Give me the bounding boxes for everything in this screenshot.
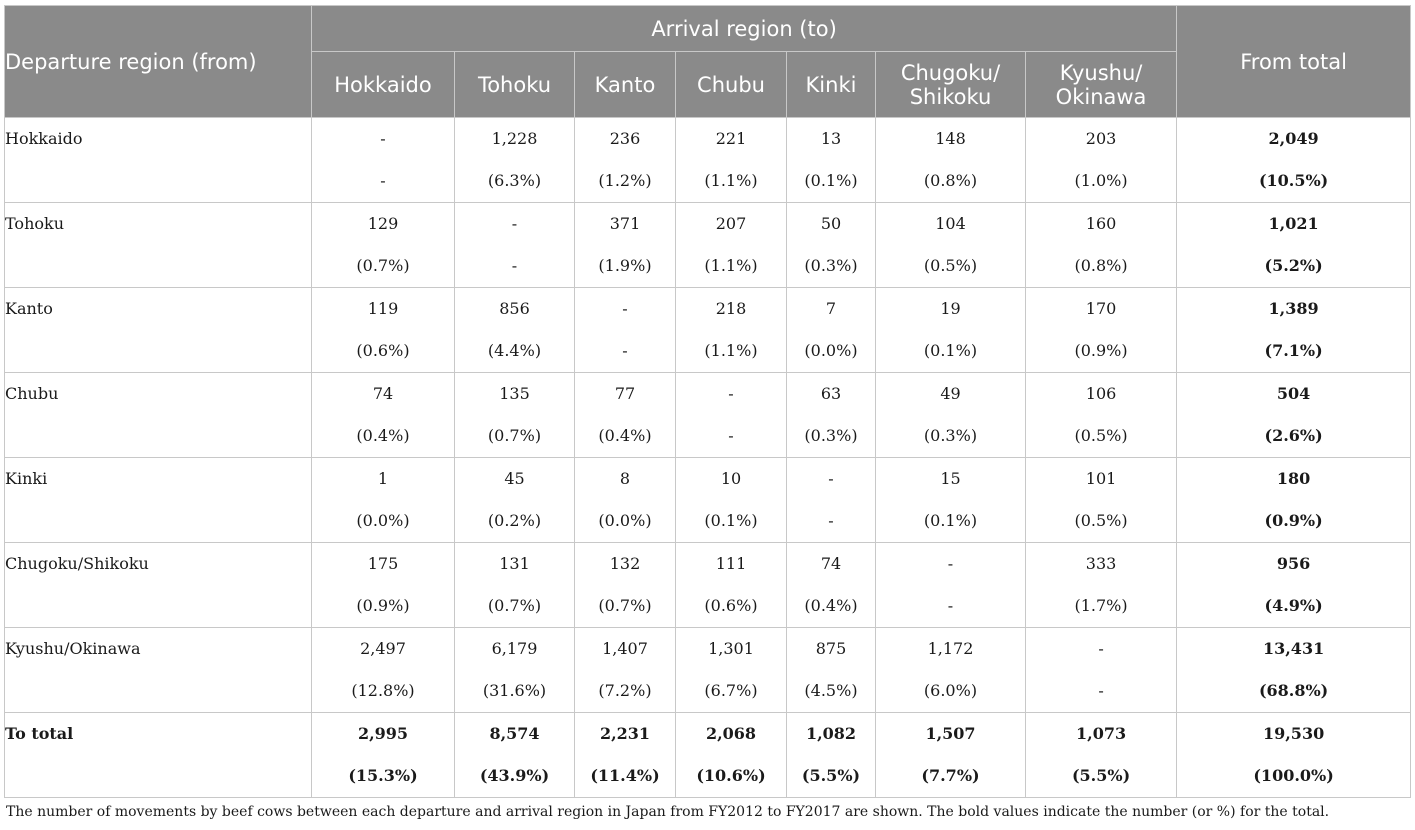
count-value: 1,172 — [927, 639, 974, 658]
percent-value: (0.8%) — [923, 171, 978, 190]
percent-value: (7.2%) — [598, 681, 652, 700]
row-label-cell — [5, 458, 312, 543]
count-value: 10 — [720, 469, 742, 488]
count-value: 218 — [715, 299, 747, 318]
percent-value: (5.5%) — [801, 766, 861, 785]
data-cell — [455, 373, 575, 458]
percent-value: (43.9%) — [479, 766, 550, 785]
data-cell — [312, 118, 455, 203]
percent-value: (4.4%) — [487, 341, 542, 360]
data-cell — [575, 288, 676, 373]
total-percent: (0.9%) — [1264, 511, 1323, 530]
column-header: Chubu — [676, 52, 787, 118]
data-cell — [787, 628, 876, 713]
data-cell — [455, 203, 575, 288]
count-value: 856 — [499, 299, 530, 318]
percent-value: (0.0%) — [804, 341, 858, 360]
percent-value: (0.4%) — [804, 596, 858, 615]
total-percent: (5.2%) — [1264, 256, 1323, 275]
data-cell — [676, 628, 787, 713]
count-value: 45 — [504, 469, 525, 488]
count-value: 1,082 — [805, 724, 857, 743]
percent-value: (4.5%) — [804, 681, 858, 700]
percent-value: (6.0%) — [923, 681, 978, 700]
column-header: Kinki — [787, 52, 876, 118]
table-container — [4, 5, 1410, 820]
count-value: 106 — [1085, 384, 1117, 403]
data-cell — [455, 118, 575, 203]
table-row — [5, 458, 1411, 543]
row-label-cell — [5, 713, 312, 798]
count-value: 2,497 — [360, 639, 406, 658]
count-value: 1,073 — [1075, 724, 1127, 743]
percent-value: - — [728, 426, 734, 445]
percent-value: (10.6%) — [696, 766, 766, 785]
data-cell — [312, 543, 455, 628]
count-value: 207 — [715, 214, 747, 233]
data-cell — [312, 628, 455, 713]
total-count: 19,530 — [1262, 724, 1325, 743]
row-label: Hokkaido — [5, 129, 83, 148]
data-cell — [455, 543, 575, 628]
percent-value: (12.8%) — [351, 681, 415, 700]
count-value: 49 — [940, 384, 961, 403]
percent-value: (0.7%) — [356, 256, 410, 275]
count-value: 74 — [820, 554, 842, 573]
percent-value: (1.0%) — [1074, 171, 1128, 190]
data-cell — [455, 628, 575, 713]
count-value: 160 — [1085, 214, 1117, 233]
row-label: Kyushu/Okinawa — [5, 639, 141, 658]
total-percent: (4.9%) — [1264, 596, 1323, 615]
row-label-cell — [5, 628, 312, 713]
row-label-cell — [5, 373, 312, 458]
data-cell — [1026, 373, 1177, 458]
data-cell — [876, 713, 1026, 798]
data-cell — [575, 458, 676, 543]
count-value: 236 — [609, 129, 641, 148]
percent-value: (5.5%) — [1071, 766, 1131, 785]
count-value: 77 — [614, 384, 636, 403]
percent-value: (7.7%) — [921, 766, 980, 785]
count-value: - — [828, 469, 834, 488]
total-count: 504 — [1276, 384, 1311, 403]
total-count: 956 — [1276, 554, 1311, 573]
count-value: 104 — [935, 214, 966, 233]
count-value: - — [1098, 639, 1104, 658]
total-count: 1,389 — [1268, 299, 1319, 318]
row-label-cell — [5, 203, 312, 288]
row-label-cell — [5, 118, 312, 203]
table-body — [5, 118, 1411, 798]
from-total-cell — [1177, 543, 1411, 628]
count-value: - — [511, 214, 518, 233]
percent-value: - — [622, 341, 628, 360]
count-value: 1,507 — [925, 724, 976, 743]
count-value: 1,407 — [602, 639, 648, 658]
data-cell — [575, 203, 676, 288]
table-row — [5, 373, 1411, 458]
count-value: 333 — [1085, 554, 1117, 573]
count-value: - — [728, 384, 734, 403]
count-value: 13 — [820, 129, 842, 148]
data-cell — [1026, 118, 1177, 203]
count-value: - — [622, 299, 628, 318]
row-label-cell — [5, 543, 312, 628]
count-value: 74 — [372, 384, 394, 403]
data-cell — [787, 543, 876, 628]
data-cell — [312, 713, 455, 798]
count-value: 2,068 — [705, 724, 757, 743]
column-header: Kyushu/ Okinawa — [1026, 52, 1177, 118]
data-cell — [876, 458, 1026, 543]
data-cell — [1026, 628, 1177, 713]
data-cell — [876, 373, 1026, 458]
data-cell — [876, 628, 1026, 713]
percent-value: - — [511, 256, 518, 275]
count-value: 8 — [619, 469, 631, 488]
data-cell — [455, 288, 575, 373]
percent-value: (0.3%) — [923, 426, 978, 445]
percent-value: (6.3%) — [487, 171, 542, 190]
count-value: 6,179 — [491, 639, 538, 658]
percent-value: (0.0%) — [356, 511, 410, 530]
table-row — [5, 203, 1411, 288]
percent-value: (0.1%) — [804, 171, 858, 190]
count-value: 19 — [940, 299, 961, 318]
total-count: 2,049 — [1268, 129, 1319, 148]
count-value: 132 — [609, 554, 641, 573]
from-total-cell — [1177, 203, 1411, 288]
percent-value: (0.4%) — [356, 426, 410, 445]
data-cell — [876, 118, 1026, 203]
data-cell — [676, 543, 787, 628]
data-cell — [1026, 203, 1177, 288]
percent-value: - — [1098, 681, 1104, 700]
count-value: 8,574 — [489, 724, 540, 743]
header-arrival: Arrival region (to) — [312, 6, 1177, 52]
percent-value: (0.2%) — [487, 511, 542, 530]
count-value: 2,995 — [357, 724, 409, 743]
percent-value: (0.5%) — [1074, 511, 1128, 530]
percent-value: (0.8%) — [1074, 256, 1128, 275]
percent-value: (0.1%) — [704, 511, 758, 530]
footnote: The number of movements by beef cows between each departure and arrival region in Japan from FY2012 to FY2017 are shown. The bold values indicate the number (or %) for the total. — [6, 804, 1330, 820]
from-total-cell — [1177, 288, 1411, 373]
percent-value: (15.3%) — [348, 766, 418, 785]
header-departure: Departure region (from) — [5, 6, 312, 118]
count-value: 15 — [940, 469, 961, 488]
row-label-cell — [5, 288, 312, 373]
data-cell — [676, 458, 787, 543]
data-cell — [876, 543, 1026, 628]
percent-value: (0.3%) — [804, 426, 858, 445]
data-cell — [787, 713, 876, 798]
data-cell — [787, 118, 876, 203]
data-cell — [1026, 288, 1177, 373]
percent-value: (6.7%) — [704, 681, 758, 700]
movement-table — [4, 5, 1411, 798]
percent-value: (0.1%) — [923, 511, 978, 530]
percent-value: (1.1%) — [704, 341, 758, 360]
count-value: 63 — [820, 384, 842, 403]
data-cell — [312, 203, 455, 288]
table-row — [5, 543, 1411, 628]
data-cell — [575, 628, 676, 713]
column-header: Tohoku — [455, 52, 575, 118]
percent-value: (1.9%) — [598, 256, 652, 275]
percent-value: (0.7%) — [487, 596, 542, 615]
count-value: 875 — [815, 639, 847, 658]
from-total-cell — [1177, 628, 1411, 713]
row-label: Chugoku/Shikoku — [5, 554, 149, 573]
count-value: 119 — [367, 299, 399, 318]
count-value: 148 — [935, 129, 966, 148]
from-total-cell — [1177, 713, 1411, 798]
data-cell — [676, 288, 787, 373]
count-value: 221 — [715, 129, 747, 148]
header-from-total: From total — [1177, 6, 1411, 118]
total-percent: (10.5%) — [1258, 171, 1329, 190]
data-cell — [787, 203, 876, 288]
total-percent: (7.1%) — [1264, 341, 1323, 360]
column-header: Hokkaido — [312, 52, 455, 118]
count-value: 7 — [825, 299, 837, 318]
percent-value: (1.2%) — [598, 171, 652, 190]
data-cell — [676, 713, 787, 798]
total-count: 180 — [1276, 469, 1311, 488]
percent-value: (0.3%) — [804, 256, 858, 275]
percent-value: (0.6%) — [356, 341, 410, 360]
count-value: 1 — [377, 469, 389, 488]
count-value: 203 — [1085, 129, 1117, 148]
data-cell — [876, 203, 1026, 288]
count-value: 111 — [715, 554, 747, 573]
count-value: - — [947, 554, 954, 573]
percent-value: - — [828, 511, 834, 530]
data-cell — [575, 373, 676, 458]
data-cell — [575, 713, 676, 798]
percent-value: (0.5%) — [923, 256, 978, 275]
percent-value: (1.7%) — [1074, 596, 1128, 615]
total-count: 13,431 — [1262, 639, 1325, 658]
row-label: Kanto — [5, 299, 53, 318]
row-label: Tohoku — [5, 214, 64, 233]
from-total-cell — [1177, 373, 1411, 458]
total-percent: (68.8%) — [1258, 681, 1329, 700]
percent-value: - — [947, 596, 954, 615]
totals-row — [5, 713, 1411, 798]
row-label: Chubu — [5, 384, 59, 403]
count-value: 50 — [820, 214, 842, 233]
percent-value: (0.7%) — [598, 596, 652, 615]
count-value: 1,228 — [491, 129, 538, 148]
data-cell — [312, 288, 455, 373]
percent-value: (0.1%) — [923, 341, 978, 360]
percent-value: (0.6%) — [704, 596, 758, 615]
from-total-cell — [1177, 118, 1411, 203]
data-cell — [455, 458, 575, 543]
percent-value: (11.4%) — [590, 766, 660, 785]
row-label: To total — [5, 724, 74, 743]
data-cell — [676, 373, 787, 458]
percent-value: (0.7%) — [487, 426, 542, 445]
data-cell — [787, 458, 876, 543]
count-value: 129 — [367, 214, 399, 233]
total-percent: (2.6%) — [1264, 426, 1323, 445]
percent-value: (0.0%) — [598, 511, 652, 530]
count-value: 175 — [367, 554, 399, 573]
table-row — [5, 118, 1411, 203]
percent-value: (0.9%) — [356, 596, 410, 615]
count-value: 101 — [1085, 469, 1117, 488]
percent-value: (0.5%) — [1074, 426, 1128, 445]
column-header: Kanto — [575, 52, 676, 118]
data-cell — [676, 203, 787, 288]
data-cell — [876, 288, 1026, 373]
count-value: 135 — [499, 384, 530, 403]
data-cell — [575, 543, 676, 628]
data-cell — [455, 713, 575, 798]
table-row — [5, 628, 1411, 713]
data-cell — [787, 288, 876, 373]
count-value: 371 — [609, 214, 641, 233]
percent-value: (0.4%) — [598, 426, 652, 445]
total-percent: (100.0%) — [1253, 766, 1334, 785]
count-value: - — [380, 129, 386, 148]
data-cell — [312, 458, 455, 543]
count-value: 1,301 — [708, 639, 754, 658]
data-cell — [787, 373, 876, 458]
from-total-cell — [1177, 458, 1411, 543]
data-cell — [575, 118, 676, 203]
total-count: 1,021 — [1268, 214, 1319, 233]
count-value: 170 — [1085, 299, 1117, 318]
count-value: 2,231 — [599, 724, 651, 743]
table-row — [5, 288, 1411, 373]
row-label: Kinki — [5, 469, 48, 488]
data-cell — [1026, 458, 1177, 543]
data-cell — [1026, 713, 1177, 798]
percent-value: - — [380, 171, 386, 190]
data-cell — [312, 373, 455, 458]
data-cell — [676, 118, 787, 203]
percent-value: (1.1%) — [704, 171, 758, 190]
column-header: Chugoku/ Shikoku — [876, 52, 1026, 118]
percent-value: (31.6%) — [482, 681, 547, 700]
count-value: 131 — [499, 554, 530, 573]
percent-value: (1.1%) — [704, 256, 758, 275]
data-cell — [1026, 543, 1177, 628]
percent-value: (0.9%) — [1074, 341, 1128, 360]
